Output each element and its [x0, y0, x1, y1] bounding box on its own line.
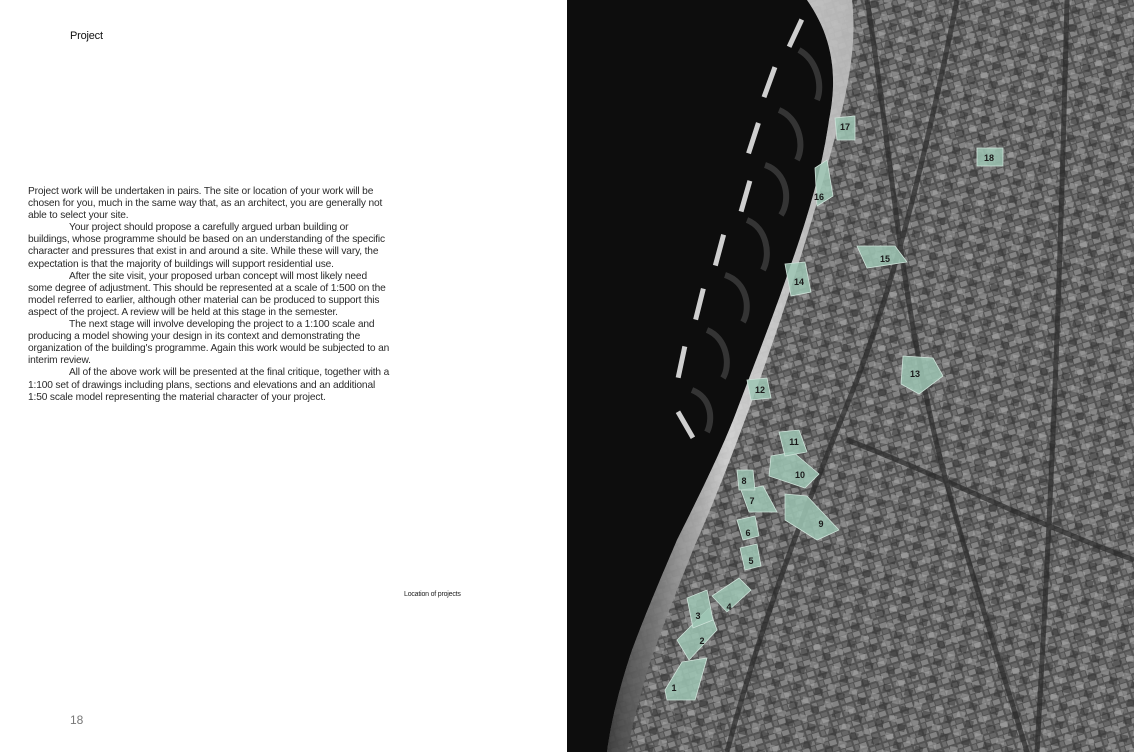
paragraph: All of the above work will be presented at the final critique, together with a 1:100 set of drawings including plans, sections and elevations and an additional 1:50 scale model representing the material character of your project. — [28, 367, 390, 403]
paragraph: The next stage will involve developing the project to a 1:100 scale and producing a model showing your design in its context and demonstrating the organization of the building's programme. Again this work would be subjected to an interim review. — [28, 319, 390, 367]
project-zone-label: 2 — [699, 636, 705, 646]
body-text — [28, 186, 390, 404]
project-zone-label: 8 — [741, 476, 747, 486]
project-zone-label: 17 — [839, 122, 851, 132]
aerial-map — [567, 0, 1134, 752]
project-zone-label: 11 — [789, 437, 799, 447]
project-zone-label: 9 — [818, 519, 824, 529]
project-zone-label: 13 — [909, 369, 921, 379]
project-zone-label: 4 — [726, 602, 732, 612]
project-zone-label: 10 — [794, 470, 806, 480]
paragraph: Project work will be undertaken in pairs. The site or location of your work will be chosen for you, much in the same way that, as an architect, you are generally not able to select your site. — [28, 186, 383, 222]
project-zone-label: 5 — [748, 556, 754, 566]
project-zone-label: 1 — [671, 683, 677, 693]
project-zone-label: 15 — [879, 254, 891, 264]
project-zone-label: 6 — [745, 528, 751, 538]
paragraph: After the site visit, your proposed urban concept will most likely need some degree of adjustment. This should be represented at a scale of 1:500 on the model referred to earlier, although other material can be produced to support this aspect of the project. A review will be held at this stage in the semester. — [28, 270, 386, 318]
project-zone-label: 7 — [749, 496, 755, 506]
map-caption: Location of projects — [404, 591, 461, 598]
project-zone-label: 16 — [813, 192, 825, 202]
project-zone-label: 3 — [695, 611, 701, 621]
project-zone-label: 12 — [754, 385, 766, 395]
page-number: 18 — [70, 713, 84, 727]
paragraph: Your project should propose a carefully argued urban building or buildings, whose programme should be based on an understanding of the specific character and pressures that exist in and around a site. While these will vary, the expectation is that the majority of buildings will support residential use. — [28, 222, 385, 270]
page-heading: Project — [70, 30, 103, 42]
project-zone-label: 14 — [793, 277, 805, 287]
project-zone-label: 18 — [983, 153, 995, 163]
